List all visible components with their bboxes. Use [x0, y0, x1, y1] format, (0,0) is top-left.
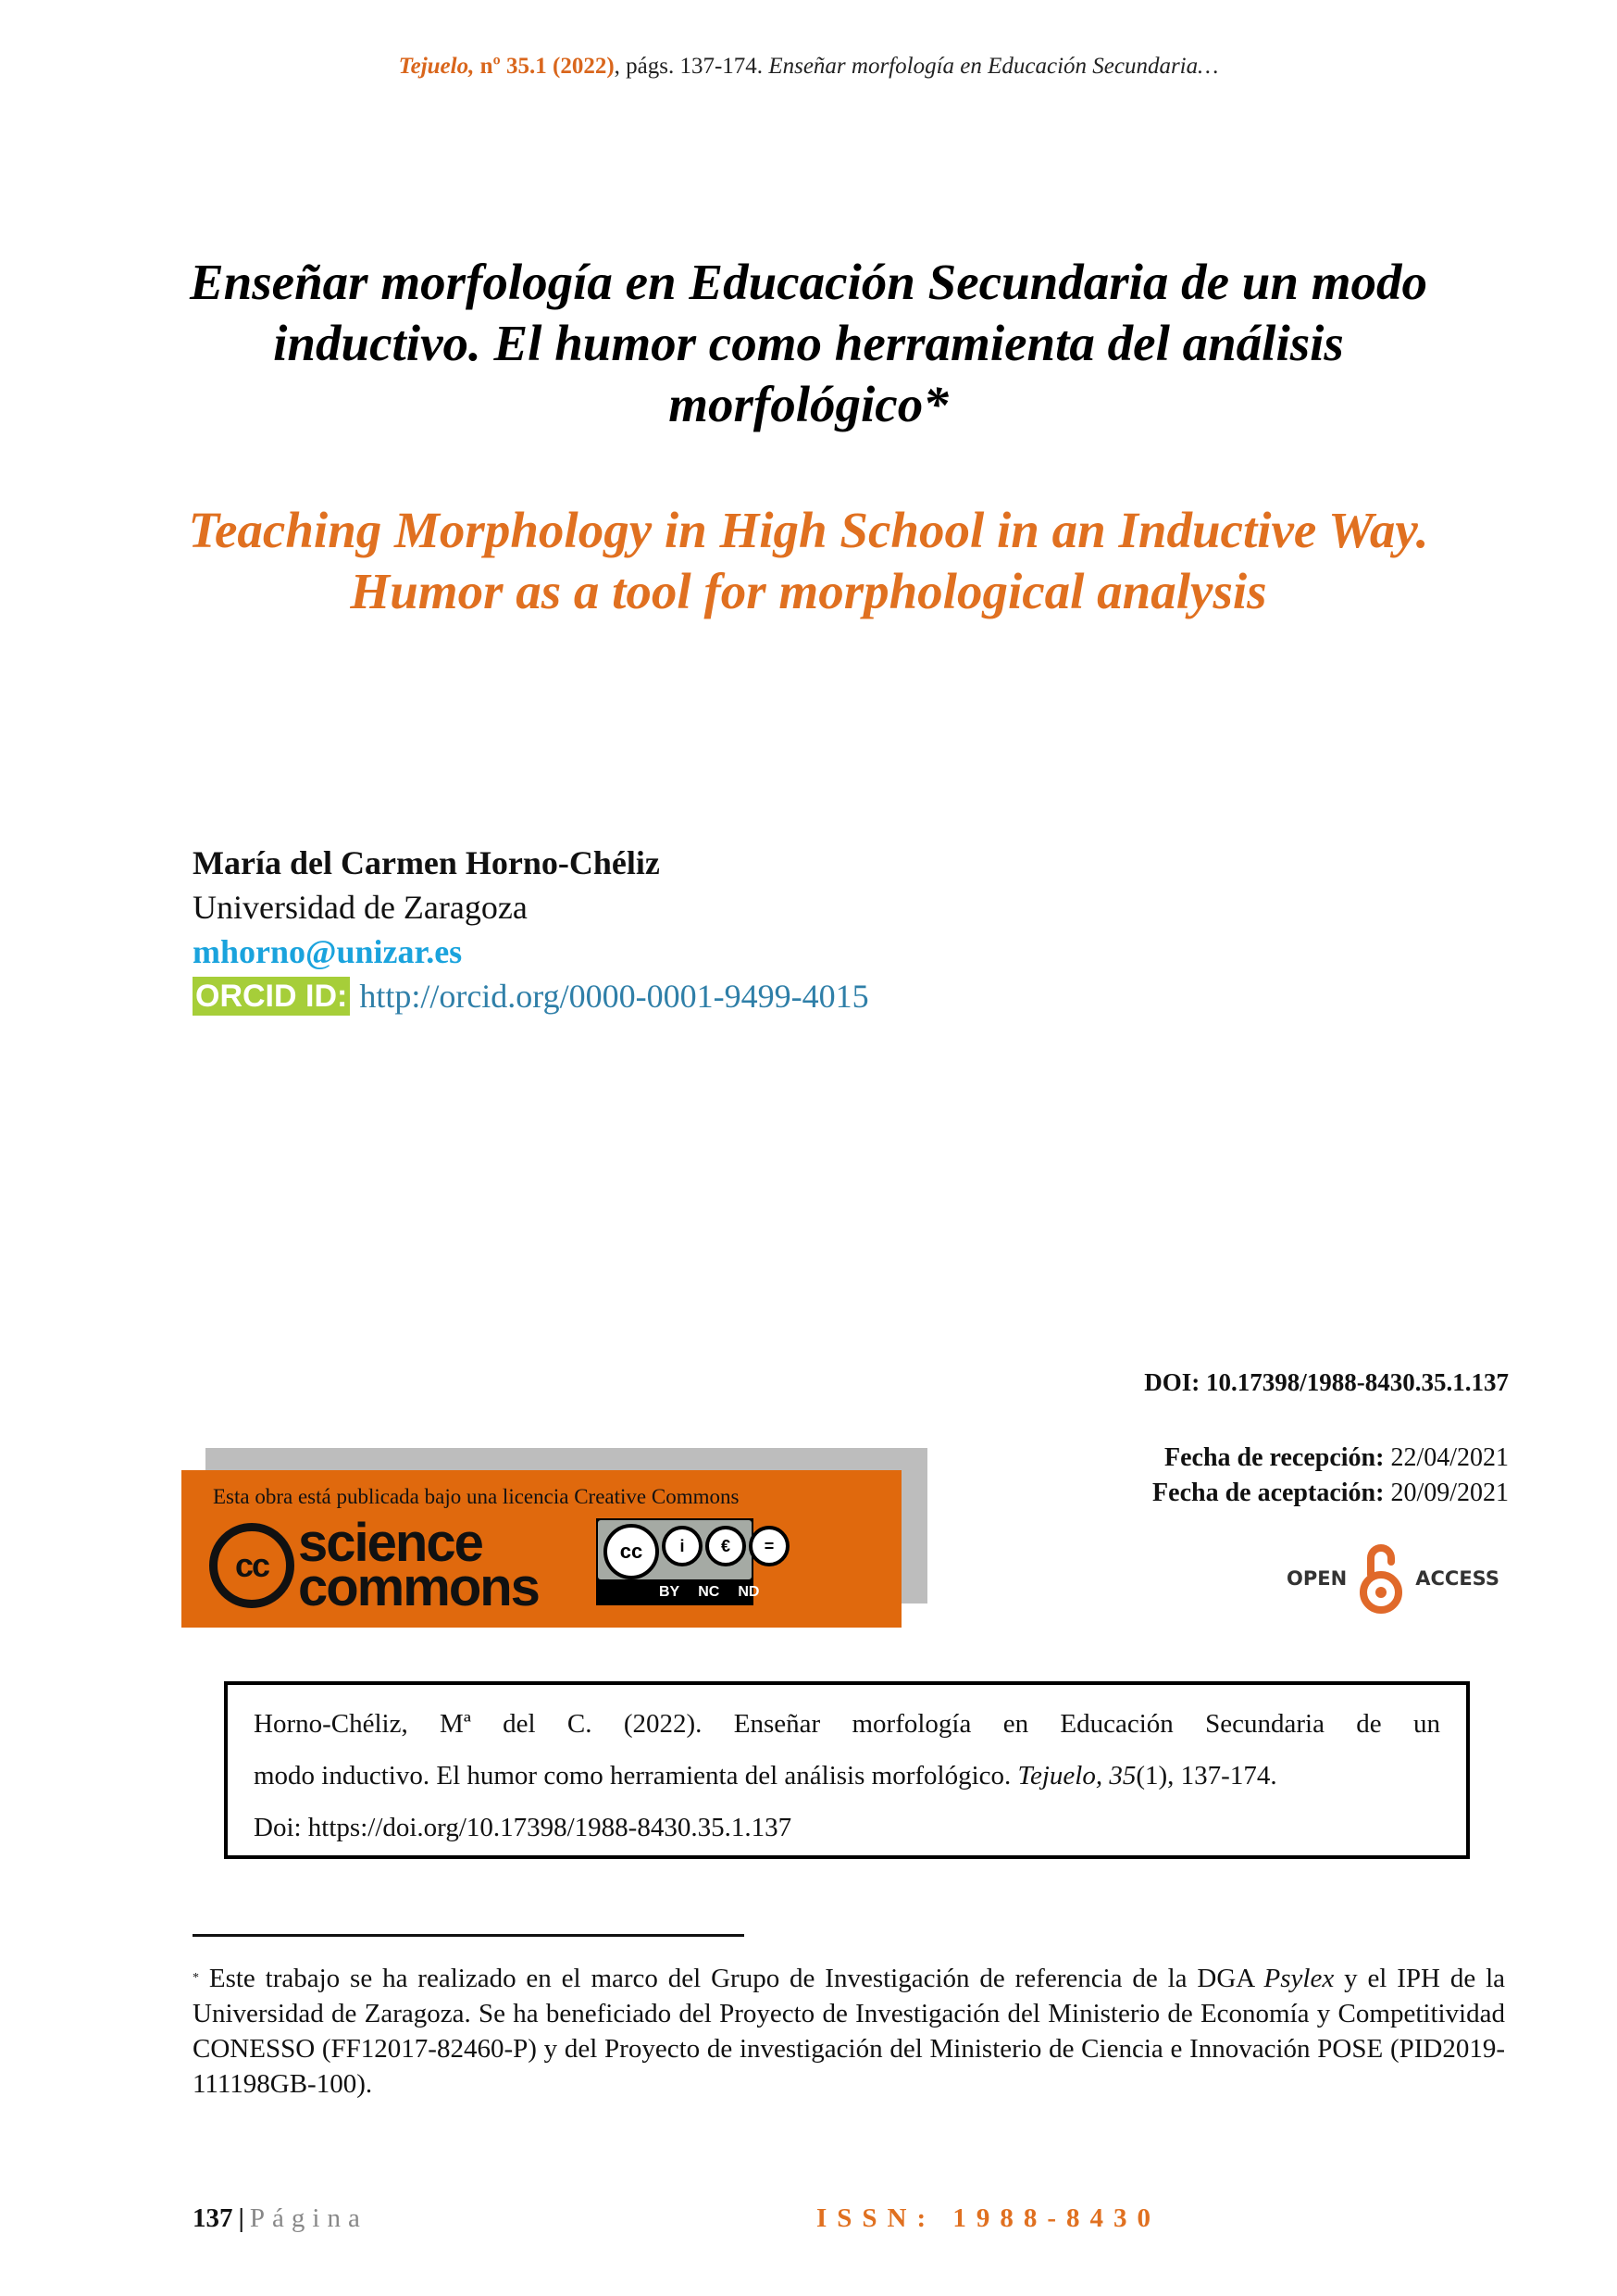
citation-line-2: modo inductivo. El humor como herramienta del análisis morfológico. Tejuelo, 35(1), 137-174. [254, 1761, 1277, 1791]
author-name: María del Carmen Horno-Chéliz [193, 844, 660, 881]
footnote-marker: * [193, 1971, 199, 1985]
doi: DOI: 10.17398/1988-8430.35.1.137 [1144, 1368, 1509, 1396]
issn: ISSN: 1988-8430 [816, 2203, 1162, 2233]
cc-license-banner[interactable] [181, 1470, 902, 1628]
short-title: Enseñar morfología en Educación Secundaria… [768, 54, 1219, 79]
cc-badge-icon: cc [603, 1524, 659, 1579]
label-by: BY [659, 1584, 680, 1600]
submission-dates [1152, 1441, 1509, 1511]
citation-doi[interactable]: Doi: https://doi.org/10.17398/1988-8430.35.1.137 [254, 1813, 792, 1842]
author-affiliation: Universidad de Zaragoza [193, 889, 528, 926]
open-access-logo [1287, 1537, 1499, 1620]
label-nd: ND [738, 1584, 760, 1600]
cc-icon: cc [209, 1523, 294, 1608]
non-commercial-icon: € [705, 1526, 746, 1566]
open-access-right-text: ACCESS [1415, 1567, 1499, 1590]
running-header [0, 54, 1617, 80]
page-label: Página [249, 2203, 367, 2233]
page-footer [193, 2203, 367, 2234]
citation-journal: Tejuelo, 35 [1017, 1761, 1137, 1791]
orcid-badge: ORCID ID: [193, 977, 350, 1016]
author-email-link[interactable]: mhorno@unizar.es [193, 933, 463, 970]
title-spanish: Enseñar morfología en Educación Secundaria de un modo inductivo. El humor como herramienta del análisis morfológico* [190, 254, 1427, 432]
citation-line-1: Horno-Chéliz, Mª del C. (2022). Enseñar morfología en Educación Secundaria de un [254, 1709, 1440, 1739]
page-range: , págs. 137-174. [614, 54, 769, 79]
open-access-left-text: OPEN [1287, 1567, 1348, 1590]
no-derivatives-icon: = [749, 1526, 790, 1566]
orcid-link[interactable]: http://orcid.org/0000-0001-9499-4015 [359, 978, 869, 1015]
label-nc: NC [698, 1584, 720, 1600]
citation-box [224, 1681, 1470, 1859]
footnote: * Este trabajo se ha realizado en el marco del Grupo de Investigación de referencia de la DGA Psylex y el IPH de la Universidad de Zaragoza. Se ha beneficiado del Proyecto de Investigación del Ministerio de Economía y Competitividad CONESSO (FF12017-82460-P) y del Proyecto de investigación del Ministerio de Ciencia e Innovación POSE (PID2019-111198GB-100). [193, 1964, 1505, 2099]
science-commons-wordmark: science commons [298, 1513, 539, 1617]
cc-by-nc-nd-badge [596, 1518, 775, 1605]
journal-issue: Tejuelo, nº 35.1 (2022) [398, 54, 615, 79]
footer-separator: | [238, 2203, 244, 2233]
orcid-row [193, 974, 869, 1018]
footnote-divider [193, 1934, 744, 1937]
page-number: 137 [193, 2203, 233, 2233]
attribution-icon: i [662, 1526, 703, 1566]
open-lock-icon [1358, 1541, 1404, 1616]
accepted-date: Fecha de aceptación: 20/09/2021 [1152, 1479, 1509, 1507]
science-commons-logo [209, 1513, 539, 1617]
author-block [193, 841, 869, 1018]
received-date: Fecha de recepción: 22/04/2021 [1164, 1443, 1509, 1472]
title-english: Teaching Morphology in High School in an Inductive Way. Humor as a tool for morphological analysis [188, 502, 1429, 619]
license-text: Esta obra está publicada bajo una licencia Creative Commons [213, 1485, 740, 1508]
